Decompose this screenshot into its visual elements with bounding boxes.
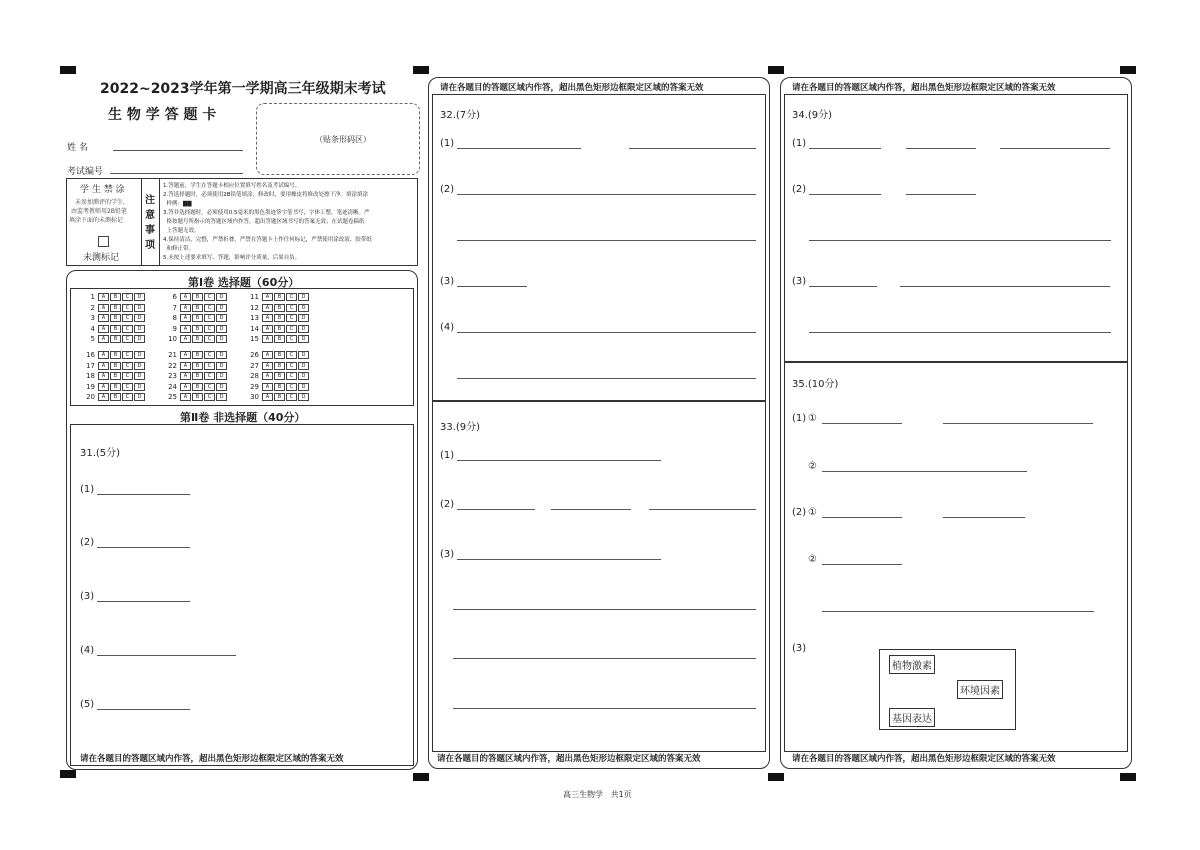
choice-bubble-d[interactable]: D <box>216 293 227 301</box>
notice-label-cell <box>141 179 160 265</box>
q31-answer-line[interactable] <box>97 494 190 495</box>
q33-part-label: (3) <box>440 549 455 560</box>
choice-bubble-d[interactable]: D <box>298 325 309 333</box>
choice-bubble-b[interactable]: B <box>192 393 203 401</box>
choice-bubble-b[interactable]: B <box>274 372 285 380</box>
q33-answer-line[interactable] <box>649 509 756 510</box>
choice-question-30 <box>247 393 310 401</box>
q31-answer-line[interactable] <box>97 709 190 710</box>
choice-question-24 <box>165 383 228 391</box>
choice-bubble-a[interactable]: A <box>180 372 191 380</box>
diagram-box-gene-expression: 基因表达 <box>889 708 935 727</box>
registration-mark <box>768 773 784 781</box>
choice-question-14 <box>247 325 310 333</box>
choice-bubble-d[interactable]: D <box>216 383 227 391</box>
choice-bubble-d[interactable]: D <box>134 314 145 322</box>
choice-bubble-a[interactable]: A <box>98 383 109 391</box>
q34-part-label: (3) <box>792 276 807 287</box>
q32-part-label: (1) <box>440 138 455 149</box>
choice-number: 3 <box>90 314 95 322</box>
q34-answer-line[interactable] <box>906 148 976 149</box>
choice-bubble-c[interactable]: C <box>204 314 215 322</box>
choice-question-16 <box>83 351 146 359</box>
q35-part-label: (2) <box>792 507 807 518</box>
untested-checkbox[interactable] <box>98 236 109 247</box>
choice-bubble-b[interactable]: B <box>110 351 121 359</box>
choice-question-7 <box>165 304 228 312</box>
q34-answer-line[interactable] <box>809 148 881 149</box>
q34-answer-line[interactable] <box>900 286 1110 287</box>
choice-number: 12 <box>250 303 259 312</box>
q31-part-label: (3) <box>80 591 95 602</box>
q34-answer-line[interactable] <box>1000 148 1110 149</box>
choice-bubble-b[interactable]: B <box>274 335 285 343</box>
choice-bubble-d[interactable]: D <box>216 393 227 401</box>
choice-bubble-c[interactable]: C <box>204 383 215 391</box>
choice-number: 14 <box>250 324 259 333</box>
choice-number: 5 <box>90 335 95 343</box>
choice-bubble-d[interactable]: D <box>298 383 309 391</box>
notice-line: 1.答题前，学生在答题卡相应位置填写姓名及考试编号。 <box>163 183 301 189</box>
choice-question-1 <box>83 293 146 301</box>
choice-bubble-a[interactable]: A <box>98 325 109 333</box>
choice-bubble-b[interactable]: B <box>110 393 121 401</box>
notice-line: 4.保持清洁，完整，严禁折叠，严禁在答题卡上作任何标记，严禁使用涂改液、胶带纸 <box>163 237 372 243</box>
q33-answer-line[interactable] <box>457 509 535 510</box>
choice-number: 23 <box>168 372 177 380</box>
choice-bubble-b[interactable]: B <box>274 314 285 322</box>
choice-bubble-c[interactable]: C <box>204 304 215 312</box>
choice-number: 15 <box>250 335 259 343</box>
choice-question-8 <box>165 314 228 322</box>
choice-question-21 <box>165 351 228 359</box>
choice-number: 8 <box>172 314 177 322</box>
choice-bubble-d[interactable]: D <box>298 293 309 301</box>
choice-bubble-a[interactable]: A <box>98 351 109 359</box>
q33-answer-line[interactable] <box>457 460 661 461</box>
q35-part-label: (1) <box>792 413 807 424</box>
choice-bubble-c[interactable]: C <box>122 335 133 343</box>
warning-text: 请在各题目的答题区域内作答，超出黑色矩形边框限定区域的答案无效 <box>437 754 701 764</box>
choice-question-29 <box>247 383 310 391</box>
choice-bubble-b[interactable]: B <box>192 383 203 391</box>
choice-bubble-a[interactable]: A <box>180 314 191 322</box>
choice-question-23 <box>165 372 228 380</box>
q32-area <box>432 94 766 402</box>
q31-answer-line[interactable] <box>97 547 190 548</box>
diagram-box-plant-hormone: 植物激素 <box>889 655 935 674</box>
choice-bubble-d[interactable]: D <box>216 304 227 312</box>
choice-bubble-c[interactable]: C <box>286 325 297 333</box>
circled-number: ① <box>808 413 817 424</box>
choice-bubble-b[interactable]: B <box>110 372 121 380</box>
q32-part-label: (2) <box>440 184 455 195</box>
exam-no-label: 考试编号 <box>67 167 104 177</box>
choice-bubble-a[interactable]: A <box>98 362 109 370</box>
choice-bubble-d[interactable]: D <box>134 351 145 359</box>
choice-bubble-d[interactable]: D <box>216 325 227 333</box>
choice-bubble-a[interactable]: A <box>180 362 191 370</box>
choice-bubble-d[interactable]: D <box>298 351 309 359</box>
q31-part-label: (5) <box>80 699 95 710</box>
notice-panel <box>66 178 418 266</box>
choice-bubble-c[interactable]: C <box>204 362 215 370</box>
q35-answer-line[interactable] <box>822 564 902 565</box>
choice-number: 4 <box>90 324 95 333</box>
q31-part-label: (4) <box>80 645 95 656</box>
choice-number: 30 <box>250 393 259 401</box>
choice-question-22 <box>165 362 228 370</box>
choice-bubble-c[interactable]: C <box>204 393 215 401</box>
circled-number: ② <box>808 461 817 472</box>
choice-bubble-a[interactable]: A <box>262 383 273 391</box>
choice-question-25 <box>165 393 228 401</box>
q33-answer-line[interactable] <box>453 609 756 610</box>
q35-answer-line[interactable] <box>943 517 1025 518</box>
choice-number: 2 <box>90 303 95 312</box>
choice-bubble-a[interactable]: A <box>98 393 109 401</box>
choice-bubble-c[interactable]: C <box>122 383 133 391</box>
choice-question-13 <box>247 314 310 322</box>
choice-bubble-a[interactable]: A <box>180 383 191 391</box>
q34-part-label: (2) <box>792 184 807 195</box>
choice-bubble-d[interactable]: D <box>134 325 145 333</box>
q34-answer-line[interactable] <box>809 286 877 287</box>
choice-question-12 <box>247 304 310 312</box>
registration-mark <box>1120 66 1136 74</box>
registration-mark <box>413 773 429 781</box>
choice-bubble-c[interactable]: C <box>122 293 133 301</box>
choice-question-11 <box>247 293 310 301</box>
choice-bubble-c[interactable]: C <box>122 314 133 322</box>
q31-part-label: (1) <box>80 484 95 495</box>
choice-question-27 <box>247 362 310 370</box>
q33-area <box>432 400 766 752</box>
q34-part-label: (1) <box>792 138 807 149</box>
q35-title: 35.(10分) <box>792 379 839 390</box>
choice-bubble-a[interactable]: A <box>98 335 109 343</box>
name-label: 姓 名 <box>67 143 88 153</box>
warning-text: 请在各题目的答题区域内作答，超出黑色矩形边框限定区域的答案无效 <box>80 754 344 764</box>
forbidden-box <box>67 179 142 265</box>
choice-number: 13 <box>250 314 259 322</box>
choice-bubble-d[interactable]: D <box>298 335 309 343</box>
choice-bubble-d[interactable]: D <box>216 362 227 370</box>
choice-bubble-a[interactable]: A <box>98 372 109 380</box>
choice-bubble-d[interactable]: D <box>134 362 145 370</box>
choice-bubble-b[interactable]: B <box>192 335 203 343</box>
choice-number: 26 <box>250 351 259 359</box>
choice-bubble-b[interactable]: B <box>110 293 121 301</box>
choice-question-26 <box>247 351 310 359</box>
choice-question-6 <box>165 293 228 301</box>
registration-mark <box>60 770 76 778</box>
choice-number: 25 <box>168 393 177 401</box>
q35-area <box>784 361 1128 752</box>
choice-bubble-b[interactable]: B <box>110 325 121 333</box>
choice-bubble-d[interactable]: D <box>298 372 309 380</box>
choice-bubble-c[interactable]: C <box>286 304 297 312</box>
choice-question-10 <box>165 335 228 343</box>
q34-answer-line[interactable] <box>809 240 1111 241</box>
section2-title: 第Ⅱ卷 非选择题（40分） <box>180 411 306 424</box>
choice-bubble-c[interactable]: C <box>122 362 133 370</box>
notice-line: 3.答非选择题时，必须使用0.5毫米的黑色墨迹签字笔书写，字体工整，笔迹清晰。严 <box>163 210 370 216</box>
q35-answer-line[interactable] <box>943 423 1093 424</box>
exam-title: 2022~2023学年第一学期高三年级期末考试 <box>100 81 386 97</box>
q35-answer-line[interactable] <box>822 423 902 424</box>
q35-part-label: (3) <box>792 643 807 654</box>
q33-answer-line[interactable] <box>453 658 756 659</box>
q31-answer-line[interactable] <box>97 601 190 602</box>
choice-bubble-b[interactable]: B <box>110 335 121 343</box>
choice-bubble-c[interactable]: C <box>204 351 215 359</box>
choice-bubble-b[interactable]: B <box>274 383 285 391</box>
choice-number: 22 <box>168 361 177 370</box>
registration-mark <box>60 66 76 74</box>
choice-question-5 <box>83 335 146 343</box>
q31-part-label: (2) <box>80 537 95 548</box>
choice-bubble-a[interactable]: A <box>98 293 109 301</box>
choice-bubble-b[interactable]: B <box>192 325 203 333</box>
subject-title: 生 物 学 答 题 卡 <box>108 107 217 123</box>
choice-bubble-d[interactable]: D <box>298 362 309 370</box>
choice-bubble-b[interactable]: B <box>192 362 203 370</box>
q35-answer-line[interactable] <box>822 517 902 518</box>
q34-answer-line[interactable] <box>809 194 881 195</box>
forbidden-text: 未参加测评的学生, <box>75 199 125 206</box>
notice-line: 和修正带。 <box>163 246 194 252</box>
choice-number: 1 <box>90 293 95 301</box>
choice-bubble-a[interactable]: A <box>262 372 273 380</box>
page-footer: 高三生物学 共1页 <box>563 790 632 799</box>
choice-bubble-b[interactable]: B <box>192 304 203 312</box>
warning-text: 请在各题目的答题区域内作答，超出黑色矩形边框限定区域的答案无效 <box>440 83 704 93</box>
choice-number: 17 <box>86 361 95 370</box>
warning-text: 请在各题目的答题区域内作答，超出黑色矩形边框限定区域的答案无效 <box>792 83 1056 93</box>
choice-bubble-c[interactable]: C <box>204 325 215 333</box>
q34-area <box>784 94 1128 363</box>
choice-number: 19 <box>86 382 95 391</box>
q32-answer-line[interactable] <box>457 240 756 241</box>
choice-question-20 <box>83 393 146 401</box>
choice-bubble-c[interactable]: C <box>286 362 297 370</box>
choice-number: 24 <box>168 382 177 391</box>
choice-bubble-d[interactable]: D <box>134 304 145 312</box>
q31-title: 31.(5分) <box>80 448 121 459</box>
choice-bubble-d[interactable]: D <box>216 314 227 322</box>
choice-question-17 <box>83 362 146 370</box>
untested-label: 未测标记 <box>83 253 120 263</box>
choice-number: 16 <box>86 351 95 359</box>
choice-bubble-d[interactable]: D <box>216 335 227 343</box>
choice-bubble-c[interactable]: C <box>286 314 297 322</box>
choice-bubble-b[interactable]: B <box>274 362 285 370</box>
hormone-diagram <box>879 649 1016 730</box>
choice-bubble-b[interactable]: B <box>110 383 121 391</box>
choice-question-9 <box>165 325 228 333</box>
choice-bubble-d[interactable]: D <box>134 335 145 343</box>
choice-bubble-b[interactable]: B <box>274 351 285 359</box>
forbidden-text: 填涂下面的未测标记 <box>69 217 124 224</box>
q31-area <box>70 424 414 766</box>
choice-bubble-b[interactable]: B <box>274 293 285 301</box>
choice-bubble-b[interactable]: B <box>274 393 285 401</box>
q31-answer-line[interactable] <box>97 655 236 656</box>
barcode-area <box>256 103 420 175</box>
choice-number: 9 <box>172 324 177 333</box>
choice-bubble-b[interactable]: B <box>274 325 285 333</box>
choice-number: 29 <box>250 382 259 391</box>
choice-bubble-c[interactable]: C <box>122 304 133 312</box>
barcode-area-label: （贴条形码区） <box>315 135 371 144</box>
q34-title: 34.(9分) <box>792 110 833 121</box>
choice-bubble-b[interactable]: B <box>110 362 121 370</box>
choice-question-15 <box>247 335 310 343</box>
notice-line: 样例：▇▇ <box>163 201 192 207</box>
q33-answer-line[interactable] <box>551 509 631 510</box>
choice-question-3 <box>83 314 146 322</box>
choice-bubble-d[interactable]: D <box>298 393 309 401</box>
choice-number: 18 <box>86 372 95 380</box>
choice-number: 6 <box>172 293 177 301</box>
q33-part-label: (1) <box>440 450 455 461</box>
q32-answer-line[interactable] <box>457 286 527 287</box>
notice-line: 格按题号所指示的答题区域内作答，超出答题区域书写的答案无效；在试题卷稿纸 <box>163 219 365 225</box>
choice-bubble-a[interactable]: A <box>180 304 191 312</box>
choice-bubble-a[interactable]: A <box>262 325 273 333</box>
choice-bubble-a[interactable]: A <box>180 351 191 359</box>
choice-bubble-c[interactable]: C <box>204 335 215 343</box>
choice-bubble-c[interactable]: C <box>286 383 297 391</box>
notice-line: 5.未按上述要求填写、答题，影响评分质量，后果自负。 <box>163 255 301 261</box>
choice-bubble-c[interactable]: C <box>122 372 133 380</box>
notice-label: 注意事项 <box>145 195 155 251</box>
notice-line: 2.答选择题时，必须使用2B铅笔填涂；修改时，要用橡皮将修改处擦干净。填涂填涂 <box>163 192 369 198</box>
choice-bubble-a[interactable]: A <box>262 351 273 359</box>
choice-bubble-c[interactable]: C <box>286 372 297 380</box>
notice-line: 上答题无效。 <box>163 228 200 234</box>
choice-bubble-a[interactable]: A <box>262 314 273 322</box>
choice-bubble-a[interactable]: A <box>262 335 273 343</box>
forbidden-title: 学 生 禁 涂 <box>80 185 125 195</box>
choice-bubble-d[interactable]: D <box>216 372 227 380</box>
choice-bubble-c[interactable]: C <box>204 293 215 301</box>
section1-title: 第Ⅰ卷 选择题（60分） <box>188 276 300 289</box>
q33-answer-line[interactable] <box>457 559 661 560</box>
choice-bubble-b[interactable]: B <box>192 372 203 380</box>
choice-question-4 <box>83 325 146 333</box>
choice-bubble-d[interactable]: D <box>298 314 309 322</box>
q32-part-label: (4) <box>440 322 455 333</box>
choice-bubble-d[interactable]: D <box>134 393 145 401</box>
q35-answer-line[interactable] <box>822 471 1027 472</box>
q32-title: 32.(7分) <box>440 110 481 121</box>
choice-bubble-a[interactable]: A <box>98 304 109 312</box>
q34-answer-line[interactable] <box>809 332 1111 333</box>
choice-number: 21 <box>168 351 177 359</box>
choice-number: 10 <box>168 335 177 343</box>
choice-bubble-b[interactable]: B <box>192 293 203 301</box>
choice-question-28 <box>247 372 310 380</box>
choice-bubble-c[interactable]: C <box>122 351 133 359</box>
choice-bubble-a[interactable]: A <box>98 314 109 322</box>
choice-bubble-a[interactable]: A <box>262 293 273 301</box>
q32-answer-line[interactable] <box>457 332 756 333</box>
choice-bubble-c[interactable]: C <box>122 325 133 333</box>
choice-bubble-a[interactable]: A <box>180 393 191 401</box>
registration-mark <box>768 66 784 74</box>
choice-bubble-a[interactable]: A <box>262 304 273 312</box>
circled-number: ② <box>808 554 817 565</box>
q32-part-label: (3) <box>440 276 455 287</box>
q34-answer-line[interactable] <box>906 194 976 195</box>
choice-bubble-d[interactable]: D <box>134 372 145 380</box>
q33-title: 33.(9分) <box>440 422 481 433</box>
q32-answer-line[interactable] <box>457 148 581 149</box>
choice-grid <box>70 288 414 406</box>
warning-text: 请在各题目的答题区域内作答，超出黑色矩形边框限定区域的答案无效 <box>792 754 1056 764</box>
choice-bubble-c[interactable]: C <box>286 293 297 301</box>
diagram-box-environment: 环境因素 <box>957 680 1003 699</box>
choice-question-18 <box>83 372 146 380</box>
choice-number: 27 <box>250 361 259 370</box>
choice-bubble-a[interactable]: A <box>180 325 191 333</box>
exam-no-field[interactable] <box>110 173 243 174</box>
choice-bubble-a[interactable]: A <box>262 362 273 370</box>
q33-part-label: (2) <box>440 499 455 510</box>
choice-bubble-c[interactable]: C <box>122 393 133 401</box>
choice-bubble-d[interactable]: D <box>216 351 227 359</box>
choice-bubble-c[interactable]: C <box>286 393 297 401</box>
choice-bubble-c[interactable]: C <box>286 351 297 359</box>
choice-bubble-c[interactable]: C <box>204 372 215 380</box>
choice-bubble-b[interactable]: B <box>110 304 121 312</box>
choice-bubble-b[interactable]: B <box>110 314 121 322</box>
choice-question-19 <box>83 383 146 391</box>
q33-answer-line[interactable] <box>453 708 756 709</box>
choice-number: 11 <box>250 293 259 301</box>
choice-bubble-a[interactable]: A <box>180 335 191 343</box>
circled-number: ① <box>808 507 817 518</box>
choice-question-2 <box>83 304 146 312</box>
name-field[interactable] <box>113 150 243 151</box>
choice-bubble-b[interactable]: B <box>192 351 203 359</box>
registration-mark <box>1120 773 1136 781</box>
choice-bubble-b[interactable]: B <box>274 304 285 312</box>
q32-answer-line[interactable] <box>629 148 756 149</box>
choice-bubble-d[interactable]: D <box>134 293 145 301</box>
choice-bubble-b[interactable]: B <box>192 314 203 322</box>
choice-bubble-a[interactable]: A <box>262 393 273 401</box>
choice-bubble-d[interactable]: D <box>298 304 309 312</box>
forbidden-text: 由监考教师用2B铅笔 <box>71 208 127 215</box>
choice-number: 7 <box>172 303 177 312</box>
choice-bubble-d[interactable]: D <box>134 383 145 391</box>
choice-bubble-a[interactable]: A <box>180 293 191 301</box>
registration-mark <box>413 66 429 74</box>
notice-lines <box>163 182 415 263</box>
choice-number: 20 <box>86 393 95 401</box>
q32-answer-line[interactable] <box>457 194 756 195</box>
q35-answer-line[interactable] <box>822 611 1094 612</box>
q32-answer-line[interactable] <box>457 378 756 379</box>
choice-bubble-c[interactable]: C <box>286 335 297 343</box>
choice-number: 28 <box>250 372 259 380</box>
